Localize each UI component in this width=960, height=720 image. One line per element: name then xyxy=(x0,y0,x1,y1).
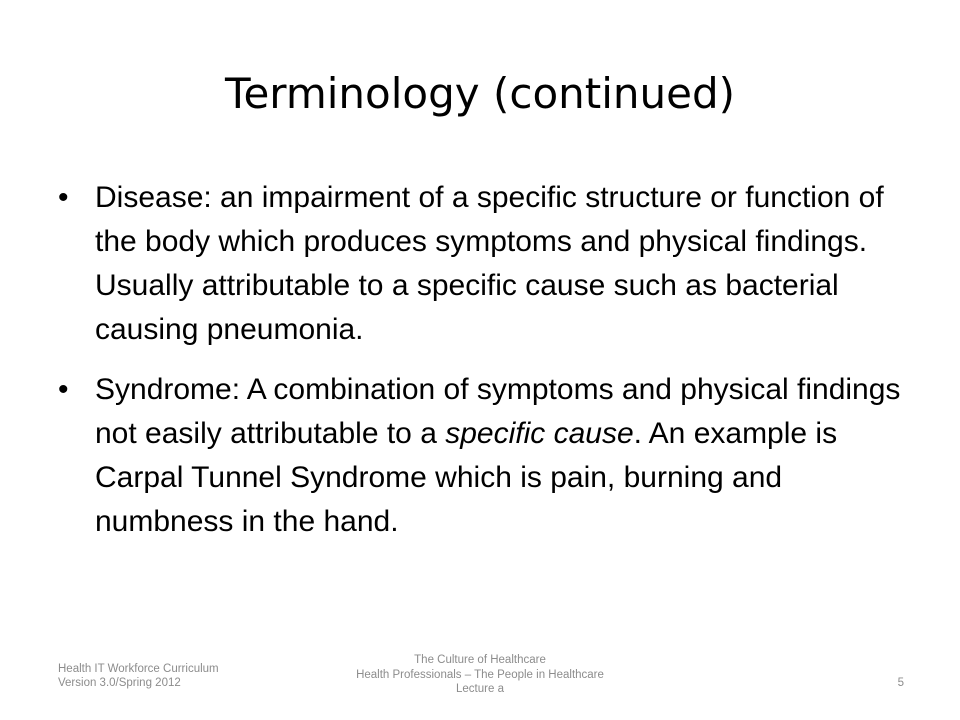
bullet-text-syndrome-italic: specific cause xyxy=(445,417,634,450)
page-number: 5 xyxy=(897,677,904,689)
bullet-item-syndrome xyxy=(58,368,908,544)
bullet-list xyxy=(58,176,908,560)
footer-version: Version 3.0/Spring 2012 xyxy=(58,677,181,689)
bullet-text-disease: Disease: an impairment of a specific structure or function of the body which produces symptoms and physical findings. Usually attributable to a specific cause such as bacterial causing pneumonia. xyxy=(95,181,884,346)
footer-curriculum-info xyxy=(58,662,219,690)
bullet-dot-icon: • xyxy=(58,181,69,214)
footer-lecture: Lecture a xyxy=(456,683,504,695)
footer-lecture-info xyxy=(330,653,630,697)
slide-title: Terminology (continued) xyxy=(224,69,736,118)
bullet-dot-icon: • xyxy=(58,373,69,406)
bullet-item-disease xyxy=(58,176,908,352)
bullet-text-syndrome xyxy=(95,373,900,538)
bullet-text-syndrome-part2: . An example is Carpal Tunnel Syndrome which is pain, burning and numbness in the hand. xyxy=(95,417,838,538)
bullet-text-syndrome-part1: Syndrome: A combination of symptoms and physical findings not easily attributable to a xyxy=(95,373,901,450)
footer-curriculum-name: Health IT Workforce Curriculum xyxy=(58,663,219,675)
footer-course-name: The Culture of Healthcare xyxy=(414,654,546,666)
footer-unit-name: Health Professionals – The People in Healthcare xyxy=(356,668,604,681)
